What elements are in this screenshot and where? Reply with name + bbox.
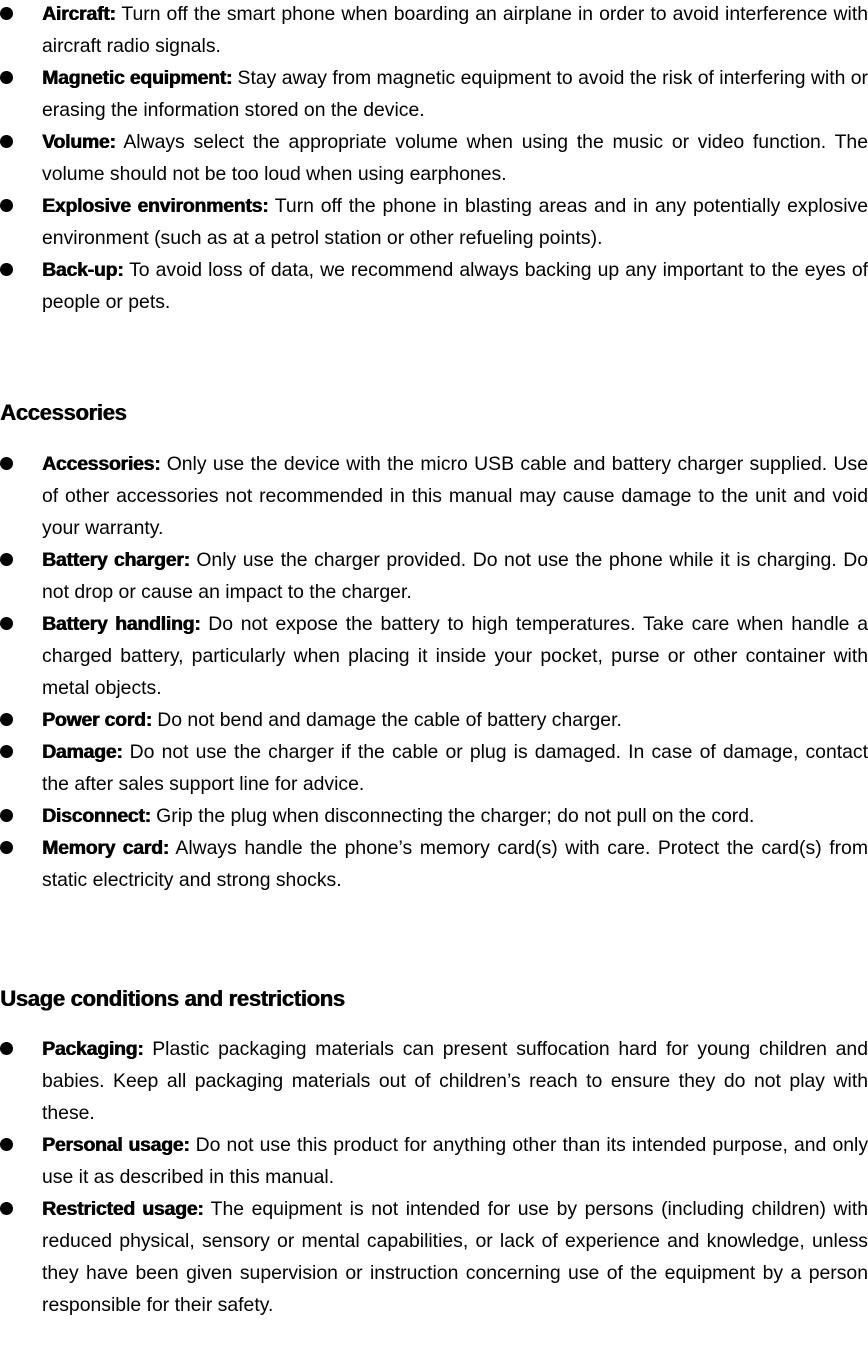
bullet-icon	[0, 71, 13, 84]
section-heading-usage: Usage conditions and restrictions	[0, 986, 345, 1011]
item-term: Damage:	[42, 741, 123, 763]
list-item	[0, 62, 868, 126]
bullet-icon	[0, 1138, 13, 1151]
item-term: Battery handling:	[42, 613, 201, 635]
item-term: Accessories:	[42, 453, 161, 475]
item-term: Volume:	[42, 131, 116, 153]
item-term: Disconnect:	[42, 805, 151, 827]
item-text: To avoid loss of data, we recommend always backing up any important to the eyes of people or pets.	[42, 259, 868, 313]
safety-list	[0, 0, 868, 318]
bullet-icon	[0, 263, 13, 276]
list-item	[0, 126, 868, 190]
item-text: Do not expose the battery to high temperatures. Take care when handle a charged battery, particularly when placing it inside your pocket, purse or other container with metal objects.	[42, 613, 868, 699]
bullet-icon	[0, 199, 13, 212]
item-text: Only use the charger provided. Do not use the phone while it is charging. Do not drop or cause an impact to the charger.	[42, 549, 868, 603]
list-item	[0, 1033, 868, 1129]
bullet-icon	[0, 457, 13, 470]
item-text: Always handle the phone’s memory card(s) with care. Protect the card(s) from static electricity and strong shocks.	[42, 837, 868, 891]
item-text: The equipment is not intended for use by persons (including children) with reduced physical, sensory or mental capabilities, or lack of experience and knowledge, unless they have been given supervision or instruction concerning use of the equipment by a person responsible for their safety.	[42, 1198, 868, 1316]
list-item	[0, 704, 868, 736]
list-item	[0, 448, 868, 544]
item-term: Memory card:	[42, 837, 169, 859]
bullet-icon	[0, 1042, 13, 1055]
item-term: Battery charger:	[42, 549, 190, 571]
list-item	[0, 1193, 868, 1321]
list-item	[0, 1129, 868, 1193]
bullet-icon	[0, 617, 13, 630]
list-item	[0, 608, 868, 704]
bullet-icon	[0, 809, 13, 822]
item-term: Personal usage:	[42, 1134, 190, 1156]
item-text: Do not use this product for anything other than its intended purpose, and only use it as described in this manual.	[42, 1134, 868, 1188]
item-text: Do not use the charger if the cable or plug is damaged. In case of damage, contact the after sales support line for advice.	[42, 741, 868, 795]
list-item	[0, 800, 868, 832]
item-text: Always select the appropriate volume when using the music or video function. The volume should not be too loud when using earphones.	[42, 131, 868, 185]
bullet-icon	[0, 841, 13, 854]
list-item	[0, 736, 868, 800]
bullet-icon	[0, 745, 13, 758]
bullet-icon	[0, 713, 13, 726]
section-heading-accessories: Accessories	[0, 400, 127, 425]
item-term: Magnetic equipment:	[42, 67, 233, 89]
list-item	[0, 190, 868, 254]
item-term: Restricted usage:	[42, 1198, 204, 1220]
item-text: Stay away from magnetic equipment to avoid the risk of interfering with or erasing the information stored on the device.	[42, 67, 868, 121]
usage-list	[0, 1033, 868, 1321]
list-item	[0, 0, 868, 62]
item-text: Grip the plug when disconnecting the charger; do not pull on the cord.	[156, 805, 755, 827]
accessories-list	[0, 448, 868, 896]
item-term: Power cord:	[42, 709, 152, 731]
item-text: Do not bend and damage the cable of battery charger.	[157, 709, 622, 731]
bullet-icon	[0, 7, 13, 20]
list-item	[0, 832, 868, 896]
item-text: Plastic packaging materials can present suffocation hard for young children and babies. Keep all packaging materials out of children’s reach to ensure they do not play with these.	[42, 1038, 868, 1124]
item-text: Only use the device with the micro USB cable and battery charger supplied. Use of other accessories not recommended in this manual may cause damage to the unit and void your warranty.	[42, 453, 868, 539]
list-item	[0, 254, 868, 318]
item-term: Explosive environments:	[42, 195, 269, 217]
item-text: Turn off the phone in blasting areas and in any potentially explosive environment (such as at a petrol station or other refueling points).	[42, 195, 868, 249]
item-text: Turn off the smart phone when boarding an airplane in order to avoid interference with aircraft radio signals.	[42, 3, 868, 57]
item-term: Packaging:	[42, 1038, 144, 1060]
item-term: Aircraft:	[42, 3, 116, 25]
item-term: Back-up:	[42, 259, 124, 281]
bullet-icon	[0, 1202, 13, 1215]
bullet-icon	[0, 553, 13, 566]
list-item	[0, 544, 868, 608]
bullet-icon	[0, 135, 13, 148]
